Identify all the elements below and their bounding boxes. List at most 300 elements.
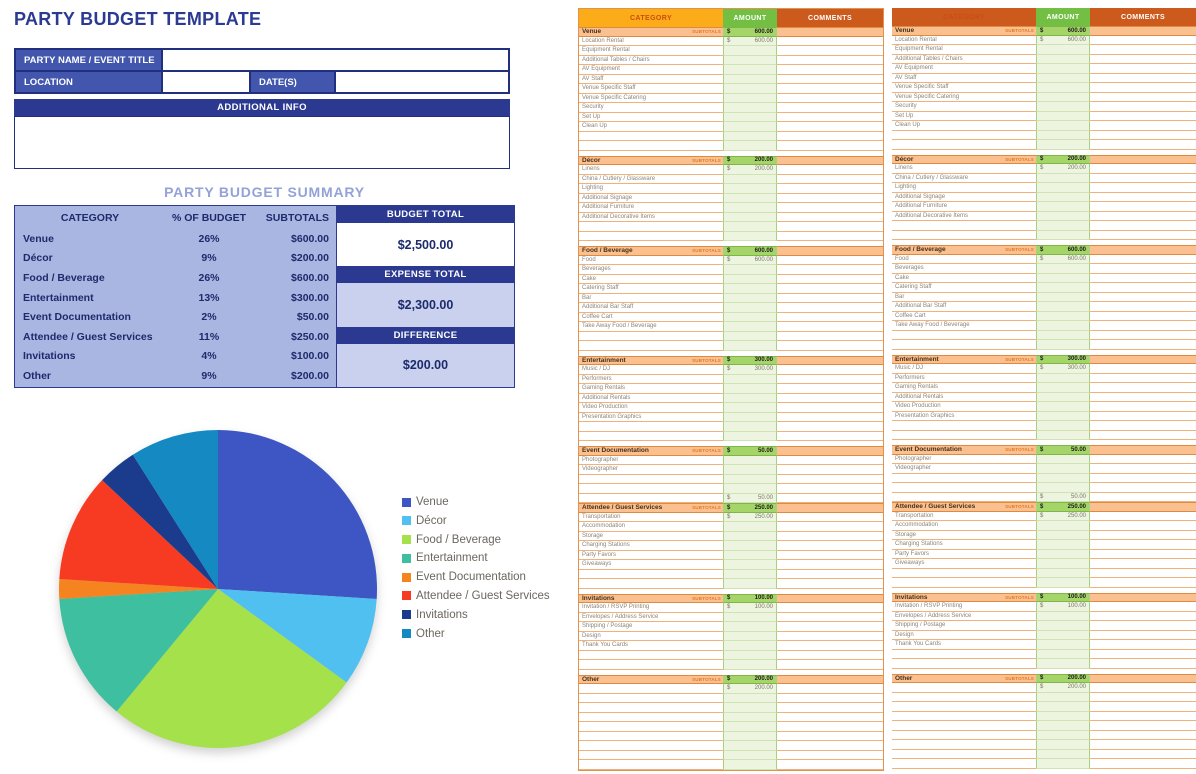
- detail-amount-cell[interactable]: [723, 341, 777, 351]
- detail-row: [892, 102, 917, 112]
- legend-label: Venue: [416, 496, 449, 508]
- detail-comments-cell[interactable]: [777, 484, 883, 494]
- detail-amount-cell[interactable]: [723, 165, 777, 175]
- detail-comments-cell[interactable]: [777, 446, 883, 456]
- detail-category-cell[interactable]: [579, 365, 723, 375]
- detail-category-cell[interactable]: [579, 375, 723, 385]
- additional-info-field[interactable]: [14, 116, 510, 169]
- detail-category-cell[interactable]: [579, 494, 723, 504]
- detail-amount-cell[interactable]: [723, 484, 777, 494]
- detail-amount-cell[interactable]: [723, 475, 777, 485]
- detail-amount-cell: [1036, 155, 1090, 165]
- detail-category-cell[interactable]: [579, 532, 723, 542]
- detail-comments-cell[interactable]: [777, 194, 883, 204]
- detail-category-cell[interactable]: [579, 384, 723, 394]
- detail-comments-cell[interactable]: [777, 413, 883, 423]
- detail-category-cell: [892, 55, 1036, 65]
- detail-category-cell[interactable]: [579, 113, 723, 123]
- detail-amount-cell[interactable]: [723, 513, 777, 523]
- detail-category-cell[interactable]: [579, 141, 723, 151]
- detail-comments-cell[interactable]: [777, 256, 883, 266]
- detail-category-cell[interactable]: [579, 213, 723, 223]
- detail-comments-cell[interactable]: [777, 213, 883, 223]
- detail-comments-cell[interactable]: [777, 513, 883, 523]
- detail-comments-cell[interactable]: [777, 232, 883, 242]
- detail-category-cell[interactable]: [579, 594, 723, 604]
- detail-amount-cell: [1036, 340, 1090, 350]
- detail-category-cell[interactable]: [579, 432, 723, 442]
- detail-row: [892, 559, 925, 569]
- detail-category-cell[interactable]: [579, 641, 723, 651]
- detail-category-cell[interactable]: [579, 741, 723, 751]
- detail-comments-cell[interactable]: [777, 332, 883, 342]
- detail-row: [579, 65, 883, 75]
- detail-amount-cell: [1036, 93, 1090, 103]
- detail-category-cell[interactable]: [579, 684, 723, 694]
- currency-sign: $: [1040, 255, 1044, 262]
- summary-col-percent: % OF BUDGET: [171, 211, 247, 224]
- detail-category-cell[interactable]: [579, 579, 723, 589]
- detail-amount-cell[interactable]: [723, 456, 777, 466]
- dates-field[interactable]: [335, 71, 509, 93]
- detail-amount-cell[interactable]: [723, 256, 777, 266]
- detail-amount-cell[interactable]: [723, 65, 777, 75]
- subtotals-tag: SUBTOTALS: [692, 357, 721, 363]
- next-page-edge-strip: [892, 8, 1166, 769]
- detail-comments-cell[interactable]: [777, 741, 883, 751]
- detail-comments-cell[interactable]: [777, 265, 883, 275]
- subtotals-tag: SUBTOTALS: [1005, 247, 1034, 253]
- detail-comments-cell[interactable]: [777, 660, 883, 670]
- detail-amount-cell[interactable]: [723, 413, 777, 423]
- detail-comments-cell[interactable]: [777, 94, 883, 104]
- detail-amount-cell: [1036, 255, 1090, 265]
- detail-comments-cell[interactable]: [777, 594, 883, 604]
- detail-category-cell[interactable]: [579, 332, 723, 342]
- summary-row: [15, 327, 336, 347]
- detail-comments-cell[interactable]: [777, 27, 883, 37]
- detail-amount-cell[interactable]: [723, 246, 777, 256]
- detail-comments-cell[interactable]: [777, 403, 883, 413]
- detail-category-cell[interactable]: [579, 422, 723, 432]
- detail-category-cell: [892, 512, 1036, 522]
- detail-amount-cell[interactable]: [723, 203, 777, 213]
- detail-comments-cell[interactable]: [777, 713, 883, 723]
- currency-sign: $: [727, 256, 731, 263]
- legend-swatch: [402, 591, 411, 600]
- detail-category-cell[interactable]: [579, 675, 723, 685]
- item-label: Party Favors: [895, 550, 930, 557]
- detail-comments-cell[interactable]: [777, 422, 883, 432]
- detail-category-cell[interactable]: [579, 570, 723, 580]
- detail-row: [579, 722, 883, 732]
- detail-comments-cell[interactable]: [777, 475, 883, 485]
- detail-category-cell[interactable]: [579, 465, 723, 475]
- detail-amount-cell[interactable]: [723, 741, 777, 751]
- item-label: Security: [582, 104, 604, 111]
- detail-amount-cell[interactable]: [723, 632, 777, 642]
- detail-amount-cell[interactable]: [723, 422, 777, 432]
- detail-comments-cell: [1090, 283, 1196, 293]
- detail-category-cell[interactable]: [579, 403, 723, 413]
- detail-comments-cell[interactable]: [777, 622, 883, 632]
- detail-comments-cell[interactable]: [777, 541, 883, 551]
- detail-amount-cell[interactable]: [723, 284, 777, 294]
- detail-category-cell: [892, 164, 1036, 174]
- detail-category-cell[interactable]: [579, 722, 723, 732]
- detail-section-row: [579, 356, 883, 366]
- detail-amount-cell[interactable]: [723, 37, 777, 47]
- detail-amount-cell[interactable]: [723, 313, 777, 323]
- detail-comments-cell[interactable]: [777, 641, 883, 651]
- detail-comments-cell[interactable]: [777, 246, 883, 256]
- detail-category-cell[interactable]: [579, 303, 723, 313]
- detail-amount-cell[interactable]: [723, 703, 777, 713]
- detail-category-cell[interactable]: [579, 541, 723, 551]
- detail-comments-cell[interactable]: [777, 313, 883, 323]
- detail-comments-cell[interactable]: [777, 494, 883, 504]
- detail-amount-cell[interactable]: [723, 46, 777, 56]
- detail-comments-cell[interactable]: [777, 722, 883, 732]
- detail-comments-cell[interactable]: [777, 651, 883, 661]
- detail-amount-cell[interactable]: [723, 651, 777, 661]
- detail-category-cell[interactable]: [579, 622, 723, 632]
- detail-amount-cell[interactable]: [723, 232, 777, 242]
- detail-amount-cell[interactable]: [723, 641, 777, 651]
- detail-amount-cell[interactable]: [723, 156, 777, 166]
- detail-amount-cell[interactable]: [723, 732, 777, 742]
- detail-amount-cell[interactable]: [723, 541, 777, 551]
- detail-category-cell: [892, 193, 1036, 203]
- detail-category-cell[interactable]: [579, 503, 723, 513]
- detail-comments-cell: [1090, 355, 1196, 365]
- detail-amount-cell[interactable]: [723, 113, 777, 123]
- detail-category-cell[interactable]: [579, 203, 723, 213]
- detail-comments-cell[interactable]: [777, 751, 883, 761]
- section-name: Food / Beverage: [582, 247, 633, 255]
- detail-amount-cell[interactable]: [723, 465, 777, 475]
- detail-amount-cell[interactable]: [723, 213, 777, 223]
- detail-category-cell[interactable]: [579, 694, 723, 704]
- detail-category-cell[interactable]: [579, 246, 723, 256]
- detail-comments-cell[interactable]: [777, 75, 883, 85]
- party-name-field[interactable]: [162, 49, 509, 71]
- detail-category-cell: [892, 131, 1036, 141]
- detail-comments-cell[interactable]: [777, 560, 883, 570]
- detail-category-cell[interactable]: [579, 103, 723, 113]
- detail-amount-cell[interactable]: [723, 532, 777, 542]
- detail-amount-cell[interactable]: [723, 394, 777, 404]
- detail-amount-cell[interactable]: [723, 760, 777, 770]
- detail-amount-cell[interactable]: [723, 94, 777, 104]
- detail-comments-cell[interactable]: [777, 275, 883, 285]
- detail-amount-cell[interactable]: [723, 332, 777, 342]
- detail-category-cell[interactable]: [579, 37, 723, 47]
- detail-category-cell[interactable]: [579, 275, 723, 285]
- detail-amount-cell[interactable]: [723, 432, 777, 442]
- item-label: AV Equipment: [582, 66, 620, 73]
- detail-comments-cell[interactable]: [777, 113, 883, 123]
- detail-category-cell[interactable]: [579, 651, 723, 661]
- detail-comments-cell: [1090, 26, 1196, 36]
- detail-category-cell[interactable]: [579, 313, 723, 323]
- detail-comments-cell[interactable]: [777, 503, 883, 513]
- detail-comments-cell[interactable]: [777, 37, 883, 47]
- detail-amount-cell: [1036, 759, 1090, 769]
- detail-amount-cell[interactable]: [723, 184, 777, 194]
- detail-amount-cell[interactable]: [723, 132, 777, 142]
- detail-amount-cell[interactable]: [723, 503, 777, 513]
- detail-comments-cell[interactable]: [777, 303, 883, 313]
- detail-amount-cell[interactable]: [723, 275, 777, 285]
- detail-amount-cell[interactable]: [723, 684, 777, 694]
- summary-percent-cell: 4%: [201, 350, 217, 363]
- detail-comments-cell: [1090, 74, 1196, 84]
- detail-amount-cell[interactable]: [723, 594, 777, 604]
- detail-comments-cell[interactable]: [777, 65, 883, 75]
- legend-label: Entertainment: [416, 552, 488, 565]
- detail-amount-cell[interactable]: [723, 175, 777, 185]
- detail-category-cell[interactable]: [579, 156, 723, 166]
- detail-comments-cell[interactable]: [777, 141, 883, 151]
- detail-category-cell: [892, 202, 1036, 212]
- detail-category-cell[interactable]: [579, 456, 723, 466]
- detail-category-cell[interactable]: [579, 713, 723, 723]
- detail-amount-cell[interactable]: [723, 446, 777, 456]
- detail-category-cell[interactable]: [579, 322, 723, 332]
- item-label: Charging Stations: [582, 542, 630, 549]
- detail-amount-cell[interactable]: [723, 303, 777, 313]
- detail-comments-cell[interactable]: [777, 432, 883, 442]
- detail-category-cell[interactable]: [579, 132, 723, 142]
- detail-amount-cell[interactable]: [723, 570, 777, 580]
- detail-comments-cell[interactable]: [777, 732, 883, 742]
- detail-category-cell[interactable]: [579, 27, 723, 37]
- detail-category-cell[interactable]: [579, 632, 723, 642]
- detail-amount-cell[interactable]: [723, 403, 777, 413]
- detail-category-cell[interactable]: [579, 232, 723, 242]
- detail-category-cell[interactable]: [579, 660, 723, 670]
- detail-amount-cell: [1036, 445, 1090, 455]
- detail-comments-cell[interactable]: [777, 675, 883, 685]
- detail-category-cell[interactable]: [579, 732, 723, 742]
- item-label: Additional Decorative Items: [895, 212, 969, 219]
- detail-category-cell[interactable]: [579, 75, 723, 85]
- detail-row: [579, 275, 883, 285]
- detail-category-cell[interactable]: [579, 751, 723, 761]
- detail-category-cell[interactable]: [579, 284, 723, 294]
- detail-amount-cell[interactable]: [723, 551, 777, 561]
- detail-amount-cell[interactable]: [723, 222, 777, 232]
- detail-comments-cell[interactable]: [777, 632, 883, 642]
- detail-comments-cell[interactable]: [777, 165, 883, 175]
- detail-amount-cell[interactable]: [723, 122, 777, 132]
- detail-category-cell[interactable]: [579, 256, 723, 266]
- detail-comments-cell[interactable]: [777, 465, 883, 475]
- item-label: Storage: [895, 531, 917, 538]
- amount-value: 200.00: [754, 676, 773, 683]
- detail-comments-cell[interactable]: [777, 570, 883, 580]
- currency-sign: $: [727, 28, 731, 35]
- detail-comments-cell: [1090, 140, 1196, 150]
- detail-category-cell[interactable]: [579, 94, 723, 104]
- detail-category-cell: [892, 340, 1036, 350]
- detail-comments-cell[interactable]: [777, 579, 883, 589]
- detail-comments-cell: [1090, 593, 1196, 603]
- detail-amount-cell[interactable]: [723, 84, 777, 94]
- detail-comments-cell[interactable]: [777, 703, 883, 713]
- currency-sign: $: [1040, 246, 1044, 253]
- detail-comments-cell[interactable]: [777, 532, 883, 542]
- detail-amount-cell[interactable]: [723, 265, 777, 275]
- detail-comments-cell[interactable]: [777, 184, 883, 194]
- detail-comments-cell[interactable]: [777, 684, 883, 694]
- detail-amount-cell[interactable]: [723, 56, 777, 66]
- detail-amount-cell[interactable]: [723, 294, 777, 304]
- detail-category-cell[interactable]: [579, 165, 723, 175]
- detail-category-cell[interactable]: [579, 46, 723, 56]
- detail-amount-cell[interactable]: [723, 603, 777, 613]
- detail-amount-cell[interactable]: [723, 660, 777, 670]
- detail-category-cell[interactable]: [579, 446, 723, 456]
- detail-comments-cell[interactable]: [777, 456, 883, 466]
- detail-comments-cell[interactable]: [777, 132, 883, 142]
- detail-amount-cell[interactable]: [723, 75, 777, 85]
- detail-amount-cell[interactable]: [723, 694, 777, 704]
- detail-amount-cell[interactable]: [723, 713, 777, 723]
- detail-amount-cell[interactable]: [723, 751, 777, 761]
- detail-category-cell[interactable]: [579, 222, 723, 232]
- detail-amount-cell[interactable]: [723, 141, 777, 151]
- currency-sign: $: [1040, 512, 1044, 519]
- detail-amount-cell[interactable]: [723, 103, 777, 113]
- detail-comments-cell[interactable]: [777, 341, 883, 351]
- detail-amount-cell[interactable]: [723, 356, 777, 366]
- detail-amount-cell[interactable]: [723, 384, 777, 394]
- detail-comments-cell[interactable]: [777, 394, 883, 404]
- detail-amount-cell[interactable]: [723, 322, 777, 332]
- detail-comments-cell[interactable]: [777, 356, 883, 366]
- detail-comments-cell[interactable]: [777, 375, 883, 385]
- detail-amount-cell[interactable]: [723, 622, 777, 632]
- item-label: China / Cutlery / Glassware: [895, 174, 969, 181]
- detail-row: [579, 213, 883, 223]
- detail-category-cell[interactable]: [579, 484, 723, 494]
- detail-row: [579, 551, 883, 561]
- detail-row: [579, 37, 883, 47]
- location-field[interactable]: [162, 71, 250, 93]
- item-label: Take Away Food / Beverage: [895, 322, 970, 329]
- detail-category-cell[interactable]: [579, 84, 723, 94]
- detail-comments-cell[interactable]: [777, 294, 883, 304]
- detail-category-cell[interactable]: [579, 522, 723, 532]
- detail-row: [892, 412, 955, 422]
- detail-category-cell: [892, 312, 1036, 322]
- detail-amount-cell[interactable]: [723, 675, 777, 685]
- detail-comments-cell: [1090, 683, 1196, 693]
- detail-amount-cell[interactable]: [723, 722, 777, 732]
- detail-category-cell[interactable]: [579, 341, 723, 351]
- detail-amount-cell[interactable]: [723, 27, 777, 37]
- detail-comments-cell[interactable]: [777, 522, 883, 532]
- detail-comments-cell[interactable]: [777, 760, 883, 770]
- budget-summary-table: [14, 205, 515, 388]
- detail-amount-cell[interactable]: [723, 375, 777, 385]
- summary-subtotal-cell: $100.00: [291, 350, 329, 363]
- detail-comments-cell[interactable]: [777, 156, 883, 166]
- detail-category-cell[interactable]: [579, 265, 723, 275]
- legend-item: [402, 534, 550, 546]
- detail-comments-cell[interactable]: [777, 603, 883, 613]
- item-label: Thank You Cards: [582, 642, 629, 649]
- detail-amount-cell[interactable]: [723, 194, 777, 204]
- subtotals-tag: SUBTOTALS: [1005, 594, 1034, 600]
- detail-category-cell[interactable]: [579, 703, 723, 713]
- detail-category-cell[interactable]: [579, 294, 723, 304]
- detail-comments-cell[interactable]: [777, 222, 883, 232]
- detail-amount-cell[interactable]: [723, 365, 777, 375]
- detail-category-cell[interactable]: [579, 65, 723, 75]
- detail-category-cell[interactable]: [579, 184, 723, 194]
- detail-amount-cell[interactable]: [723, 579, 777, 589]
- detail-comments-cell[interactable]: [777, 613, 883, 623]
- detail-comments-cell[interactable]: [777, 84, 883, 94]
- detail-comments-cell: [1090, 112, 1196, 122]
- detail-comments-cell[interactable]: [777, 122, 883, 132]
- detail-row: [579, 660, 883, 670]
- detail-category-cell[interactable]: [579, 603, 723, 613]
- detail-comments-cell[interactable]: [777, 46, 883, 56]
- detail-comments-cell[interactable]: [777, 551, 883, 561]
- detail-category-cell[interactable]: [579, 394, 723, 404]
- detail-comments-cell[interactable]: [777, 56, 883, 66]
- detail-comments-cell[interactable]: [777, 384, 883, 394]
- detail-category-cell[interactable]: [579, 560, 723, 570]
- detail-category-cell[interactable]: [579, 356, 723, 366]
- detail-comments-cell[interactable]: [777, 322, 883, 332]
- detail-category-cell[interactable]: [579, 475, 723, 485]
- item-label: Coffee Cart: [582, 313, 613, 320]
- detail-comments-cell[interactable]: [777, 175, 883, 185]
- detail-category-cell[interactable]: [579, 551, 723, 561]
- detail-amount-cell[interactable]: [723, 494, 777, 504]
- detail-category-cell[interactable]: [579, 413, 723, 423]
- detail-category-cell[interactable]: [579, 175, 723, 185]
- detail-amount-cell[interactable]: [723, 613, 777, 623]
- detail-comments-cell[interactable]: [777, 284, 883, 294]
- detail-category-cell[interactable]: [579, 56, 723, 66]
- detail-category-cell[interactable]: [579, 613, 723, 623]
- detail-amount-cell[interactable]: [723, 560, 777, 570]
- detail-comments-cell[interactable]: [777, 203, 883, 213]
- difference-header: DIFFERENCE: [337, 327, 514, 344]
- detail-category-cell[interactable]: [579, 122, 723, 132]
- detail-category-cell[interactable]: [579, 513, 723, 523]
- detail-amount-cell: [1036, 102, 1090, 112]
- detail-category-cell[interactable]: [579, 760, 723, 770]
- summary-category-cell: Food / Beverage: [23, 271, 105, 284]
- detail-row: [892, 374, 925, 384]
- detail-comments-cell[interactable]: [777, 694, 883, 704]
- detail-comments-cell[interactable]: [777, 103, 883, 113]
- item-label: Presentation Graphics: [895, 412, 955, 419]
- detail-amount-cell: [1036, 26, 1090, 36]
- detail-comments-cell[interactable]: [777, 365, 883, 375]
- subtotals-tag: SUBTOTALS: [692, 448, 721, 454]
- item-label: Catering Staff: [895, 284, 932, 291]
- detail-category-cell[interactable]: [579, 194, 723, 204]
- detail-amount-cell[interactable]: [723, 522, 777, 532]
